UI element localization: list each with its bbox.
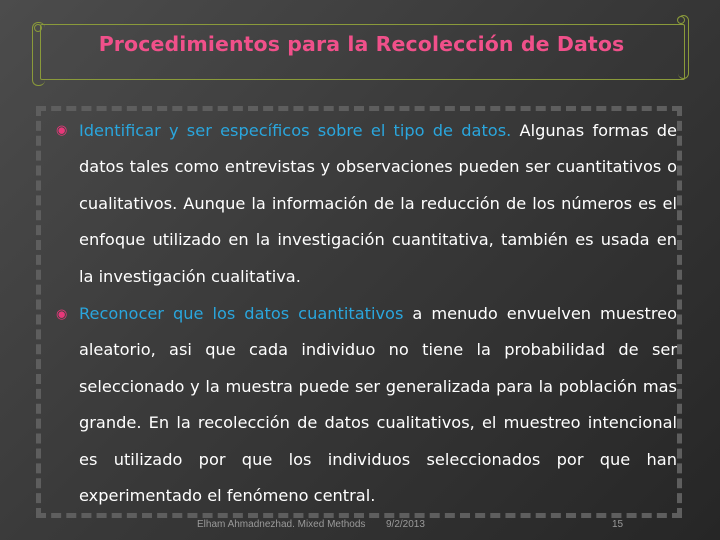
scroll-curl-dot-icon bbox=[677, 16, 685, 24]
slide-title: Procedimientos para la Recolección de Datos bbox=[98, 32, 625, 56]
bullet-2-text: a menudo envuelven muestreo aleatorio, asi que cada individuo no tiene la probabilidad de ser seleccionado y la muestra puede ser generalizada para la población mas grande. En la recolección de datos cualitativos, el muestreo intencional es utilizado por que los individuos seleccionados por que han experimentado el fenómeno central. bbox=[79, 304, 677, 506]
circle-bullet-icon: ◉ bbox=[56, 307, 68, 322]
footer-date: 9/2/2013 bbox=[386, 519, 425, 530]
bullet-paragraph-1 bbox=[79, 113, 677, 295]
footer-page-number: 15 bbox=[612, 519, 624, 530]
bullet-1-text: Algunas formas de datos tales como entrevistas y observaciones pueden ser cuantitativos o cualitativos. Aunque la información de la reducción de los números es el enfoque utilizado en la investigación cuantitativa, también es usada en la investigación cualitativa. bbox=[79, 121, 677, 286]
circle-bullet-icon: ◉ bbox=[56, 123, 68, 138]
bullet-2-highlight: Reconocer que los datos cuantitativos bbox=[79, 304, 404, 323]
bullet-1-highlight: Identificar y ser específicos sobre el tipo de datos. bbox=[79, 121, 512, 140]
bullet-paragraph-2 bbox=[79, 296, 677, 514]
footer-author: Elham Ahmadnezhad. Mixed Methods bbox=[197, 519, 366, 530]
